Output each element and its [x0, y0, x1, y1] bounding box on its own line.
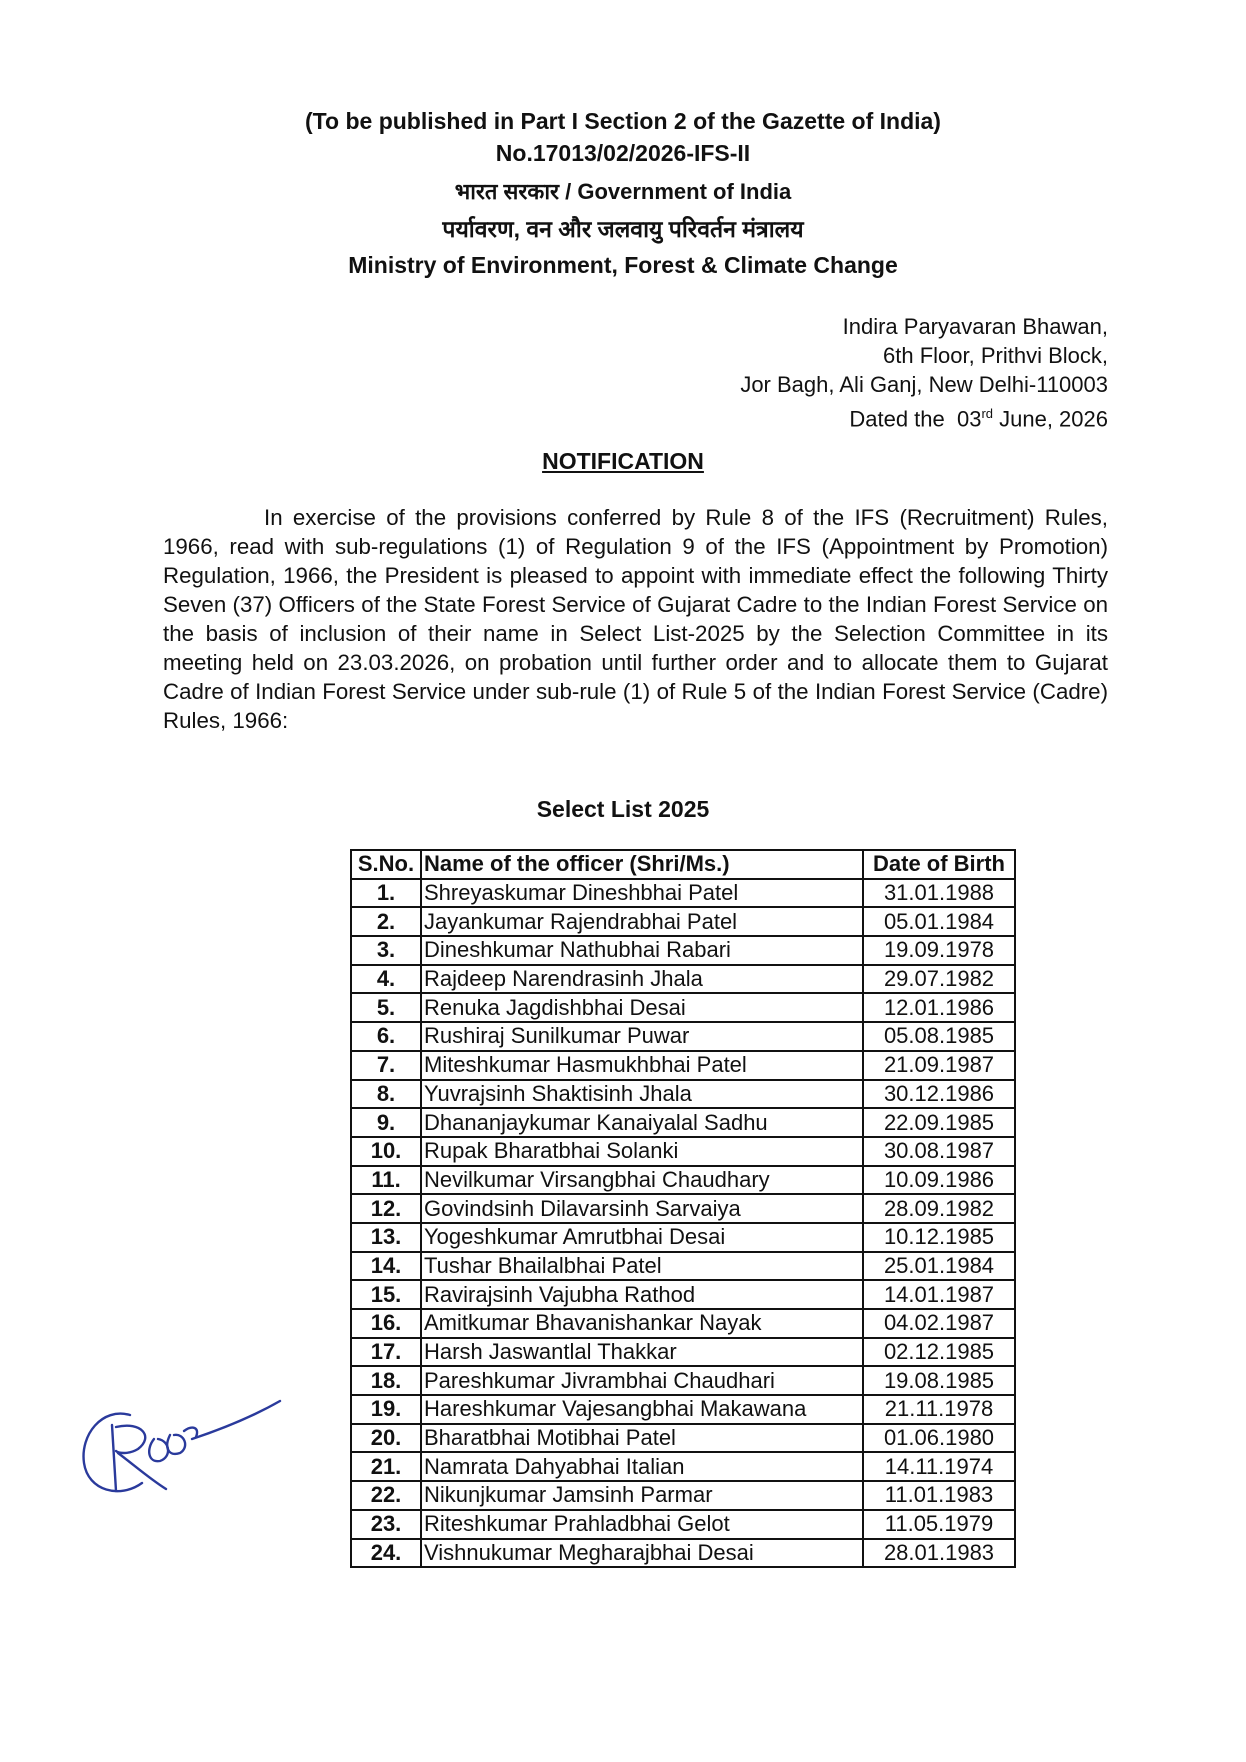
row-dob: 31.01.1988 — [863, 879, 1015, 908]
office-address — [740, 312, 1108, 433]
row-sno: 13. — [351, 1223, 421, 1252]
row-name: Vishnukumar Megharajbhai Desai — [421, 1539, 863, 1568]
row-dob: 30.12.1986 — [863, 1080, 1015, 1109]
row-dob: 21.09.1987 — [863, 1051, 1015, 1080]
table-row — [351, 1309, 1015, 1338]
row-sno: 9. — [351, 1108, 421, 1137]
table-row — [351, 879, 1015, 908]
row-name: Riteshkumar Prahladbhai Gelot — [421, 1510, 863, 1539]
row-name: Rajdeep Narendrasinh Jhala — [421, 965, 863, 994]
row-sno: 6. — [351, 1022, 421, 1051]
row-sno: 1. — [351, 879, 421, 908]
row-name: Nevilkumar Virsangbhai Chaudhary — [421, 1166, 863, 1195]
notification-heading — [0, 448, 1246, 475]
table-row — [351, 1510, 1015, 1539]
row-sno: 24. — [351, 1539, 421, 1568]
row-sno: 23. — [351, 1510, 421, 1539]
ministry-english: Ministry of Environment, Forest & Climate Change — [348, 252, 898, 278]
row-name: Rupak Bharatbhai Solanki — [421, 1137, 863, 1166]
row-dob: 28.09.1982 — [863, 1194, 1015, 1223]
select-list-body — [351, 879, 1015, 1568]
date-ordinal: rd — [981, 406, 994, 421]
table-header-row — [351, 850, 1015, 879]
row-sno: 8. — [351, 1080, 421, 1109]
row-name: Namrata Dahyabhai Italian — [421, 1452, 863, 1481]
row-sno: 18. — [351, 1366, 421, 1395]
row-dob: 12.01.1986 — [863, 993, 1015, 1022]
row-sno: 3. — [351, 936, 421, 965]
dated-line — [740, 399, 1108, 433]
row-sno: 14. — [351, 1252, 421, 1281]
row-dob: 25.01.1984 — [863, 1252, 1015, 1281]
row-name: Renuka Jagdishbhai Desai — [421, 993, 863, 1022]
row-sno: 17. — [351, 1338, 421, 1367]
row-sno: 7. — [351, 1051, 421, 1080]
table-row — [351, 1280, 1015, 1309]
row-dob: 01.06.1980 — [863, 1424, 1015, 1453]
ministry-hindi: पर्यावरण, वन और जलवायु परिवर्तन मंत्रालय — [442, 216, 804, 242]
table-row — [351, 936, 1015, 965]
row-sno: 15. — [351, 1280, 421, 1309]
notification-title: NOTIFICATION — [542, 448, 704, 474]
table-row — [351, 1022, 1015, 1051]
table-row — [351, 1539, 1015, 1568]
file-number: No.17013/02/2026-IFS-II — [495, 140, 751, 166]
row-sno: 4. — [351, 965, 421, 994]
row-sno: 2. — [351, 907, 421, 936]
row-sno: 16. — [351, 1309, 421, 1338]
row-dob: 10.12.1985 — [863, 1223, 1015, 1252]
row-dob: 11.01.1983 — [863, 1481, 1015, 1510]
date-suffix: June, 2026 — [993, 406, 1108, 432]
table-row — [351, 1080, 1015, 1109]
address-line-1: Indira Paryavaran Bhawan, — [842, 314, 1108, 339]
row-name: Harsh Jaswantlal Thakkar — [421, 1338, 863, 1367]
row-name: Hareshkumar Vajesangbhai Makawana — [421, 1395, 863, 1424]
row-name: Nikunjkumar Jamsinh Parmar — [421, 1481, 863, 1510]
government-line: भारत सरकार / Government of India — [454, 179, 792, 204]
row-dob: 05.01.1984 — [863, 907, 1015, 936]
row-dob: 10.09.1986 — [863, 1166, 1015, 1195]
table-row — [351, 907, 1015, 936]
notification-body — [163, 503, 1108, 735]
table-row — [351, 1452, 1015, 1481]
table-row — [351, 1108, 1015, 1137]
table-row — [351, 1424, 1015, 1453]
row-dob: 14.11.1974 — [863, 1452, 1015, 1481]
row-name: Amitkumar Bhavanishankar Nayak — [421, 1309, 863, 1338]
column-header-sno: S.No. — [351, 850, 421, 879]
body-paragraph: In exercise of the provisions conferred by Rule 8 of the IFS (Recruitment) Rules, 1966, read with sub-regulations (1) of Regulation 9 of the IFS (Appointment by Promotion) Regulation, 1966, the President is pleased to appoint with immediate effect the following Thirty Seven (37) Officers of the State Forest Service of Gujarat Cadre to the Indian Forest Service on the basis of inclusion of their name in Select List-2025 by the Selection Committee in its meeting held on 23.03.2026, on probation until further order and to allocate them to Gujarat Cadre of Indian Forest Service under sub-rule (1) of Rule 5 of the Indian Forest Service (Cadre) Rules, 1966: — [163, 505, 1108, 733]
row-name: Govindsinh Dilavarsinh Sarvaiya — [421, 1194, 863, 1223]
row-sno: 22. — [351, 1481, 421, 1510]
row-name: Yuvrajsinh Shaktisinh Jhala — [421, 1080, 863, 1109]
table-row — [351, 1366, 1015, 1395]
row-dob: 14.01.1987 — [863, 1280, 1015, 1309]
table-row — [351, 1252, 1015, 1281]
row-dob: 05.08.1985 — [863, 1022, 1015, 1051]
row-name: Dineshkumar Nathubhai Rabari — [421, 936, 863, 965]
table-row — [351, 965, 1015, 994]
table-row — [351, 1051, 1015, 1080]
row-name: Ravirajsinh Vajubha Rathod — [421, 1280, 863, 1309]
row-sno: 10. — [351, 1137, 421, 1166]
row-name: Tushar Bhailalbhai Patel — [421, 1252, 863, 1281]
handwritten-signature — [72, 1395, 287, 1505]
row-dob: 11.05.1979 — [863, 1510, 1015, 1539]
select-list-table — [350, 849, 1016, 1568]
column-header-name: Name of the officer (Shri/Ms.) — [421, 850, 863, 879]
row-dob: 19.08.1985 — [863, 1366, 1015, 1395]
column-header-dob: Date of Birth — [863, 850, 1015, 879]
row-sno: 21. — [351, 1452, 421, 1481]
table-row — [351, 1137, 1015, 1166]
row-dob: 04.02.1987 — [863, 1309, 1015, 1338]
row-dob: 02.12.1985 — [863, 1338, 1015, 1367]
row-dob: 21.11.1978 — [863, 1395, 1015, 1424]
table-row — [351, 993, 1015, 1022]
table-row — [351, 1395, 1015, 1424]
row-sno: 19. — [351, 1395, 421, 1424]
row-dob: 19.09.1978 — [863, 936, 1015, 965]
gazette-publication-line: (To be published in Part I Section 2 of the Gazette of India) — [305, 108, 941, 134]
row-name: Bharatbhai Motibhai Patel — [421, 1424, 863, 1453]
row-name: Rushiraj Sunilkumar Puwar — [421, 1022, 863, 1051]
row-name: Miteshkumar Hasmukhbhai Patel — [421, 1051, 863, 1080]
row-sno: 11. — [351, 1166, 421, 1195]
row-name: Jayankumar Rajendrabhai Patel — [421, 907, 863, 936]
address-line-3: Jor Bagh, Ali Ganj, New Delhi-110003 — [740, 372, 1108, 397]
row-sno: 12. — [351, 1194, 421, 1223]
address-line-2: 6th Floor, Prithvi Block, — [883, 343, 1108, 368]
select-list-title: Select List 2025 — [536, 796, 710, 822]
row-dob: 29.07.1982 — [863, 965, 1015, 994]
row-dob: 22.09.1985 — [863, 1108, 1015, 1137]
row-name: Pareshkumar Jivrambhai Chaudhari — [421, 1366, 863, 1395]
row-sno: 20. — [351, 1424, 421, 1453]
row-dob: 28.01.1983 — [863, 1539, 1015, 1568]
row-name: Shreyaskumar Dineshbhai Patel — [421, 879, 863, 908]
table-row — [351, 1338, 1015, 1367]
row-name: Dhananjaykumar Kanaiyalal Sadhu — [421, 1108, 863, 1137]
row-sno: 5. — [351, 993, 421, 1022]
table-row — [351, 1166, 1015, 1195]
date-prefix: Dated the 03 — [849, 406, 982, 432]
row-name: Yogeshkumar Amrutbhai Desai — [421, 1223, 863, 1252]
row-dob: 30.08.1987 — [863, 1137, 1015, 1166]
table-row — [351, 1481, 1015, 1510]
table-row — [351, 1223, 1015, 1252]
table-row — [351, 1194, 1015, 1223]
